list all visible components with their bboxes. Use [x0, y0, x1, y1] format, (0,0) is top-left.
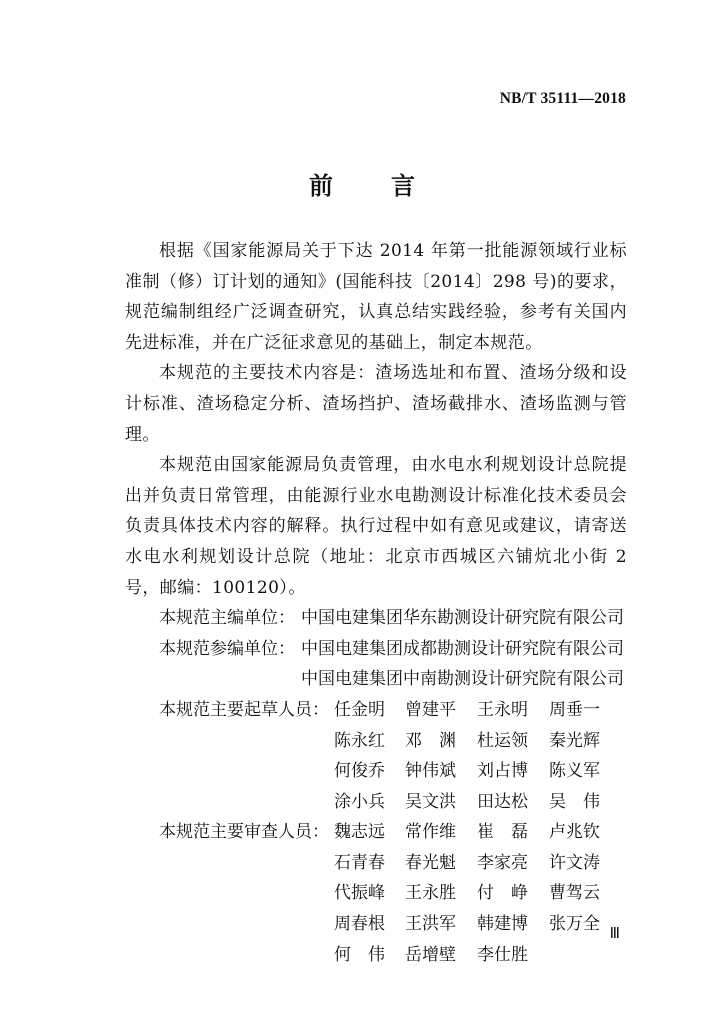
- page-title: [0, 166, 724, 201]
- reviewer-name: 李仕胜: [477, 944, 528, 965]
- drafter-name: 任金明: [334, 699, 385, 720]
- drafters-label: 本规范主要起草人员：: [159, 699, 329, 720]
- reviewer-name: 张万全: [549, 914, 600, 935]
- title-char-1: 前: [309, 171, 333, 200]
- drafter-name: 周垂一: [549, 699, 600, 720]
- reviewers-row: [125, 909, 627, 940]
- reviewer-name: 代振峰: [334, 883, 385, 904]
- reviewer-name: 崔 磊: [477, 822, 528, 843]
- reviewer-name: 春光魁: [405, 852, 456, 873]
- drafter-name: 曾建平: [405, 699, 456, 720]
- drafter-name: 田达松: [477, 791, 528, 812]
- reviewer-name: 王永胜: [405, 883, 456, 904]
- reviewers-row: [125, 817, 627, 848]
- participating-unit-value: 中国电建集团成都勘测设计研究院有限公司: [301, 638, 624, 659]
- reviewer-name: 卢兆钦: [549, 822, 600, 843]
- reviewer-name: 常作维: [405, 822, 456, 843]
- drafter-name: 杜运领: [477, 730, 528, 751]
- reviewer-name: 李家亮: [477, 852, 528, 873]
- reviewer-name: 韩建博: [477, 914, 528, 935]
- reviewer-name: 何 伟: [334, 944, 385, 965]
- reviewers-label: 本规范主要审查人员：: [159, 822, 329, 843]
- paragraph-management: 本规范由国家能源局负责管理，由水电水利规划设计总院提出并负责日常管理，由能源行业水电勘测设计标准化技术委员会负责具体技术内容的解释。执行过程中如有意见或建议，请寄送水电水利规划设计总院（地址：北京市西城区六铺炕北小街 2 号，邮编：100120）。: [125, 455, 627, 598]
- drafter-name: 钟伟斌: [405, 761, 456, 782]
- drafter-name: 秦光辉: [549, 730, 600, 751]
- drafters-row: [125, 787, 627, 818]
- reviewers-row: [125, 878, 627, 909]
- participating-unit-label: 本规范参编单位：: [159, 638, 295, 659]
- drafter-name: 何俊乔: [334, 761, 385, 782]
- chief-unit-row: [125, 603, 627, 634]
- drafter-name: 吴文洪: [405, 791, 456, 812]
- preface-body: [125, 236, 627, 970]
- paragraph-basis: 根据《国家能源局关于下达 2014 年第一批能源领域行业标准制（修）订计划的通知》(国能科技〔2014〕298 号)的要求，规范编制组经广泛调查研究，认真总结实践经验，参考有关国内先进标准，并在广泛征求意见的基础上，制定本规范。: [125, 241, 627, 353]
- drafter-name: 陈永红: [334, 730, 385, 751]
- drafter-name: 涂小兵: [334, 791, 385, 812]
- participating-unit-value: 中国电建集团中南勘测设计研究院有限公司: [301, 669, 624, 690]
- drafter-name: 王永明: [477, 699, 528, 720]
- standard-number: NB/T 35111—2018: [499, 90, 626, 107]
- drafter-name: 陈义军: [549, 761, 600, 782]
- reviewers-row: [125, 848, 627, 879]
- reviewer-name: 石青春: [334, 852, 385, 873]
- reviewers-row: [125, 940, 627, 971]
- reviewer-name: 魏志远: [334, 822, 385, 843]
- drafters-row: [125, 756, 627, 787]
- reviewer-name: 曹驾云: [549, 883, 600, 904]
- drafters-row: [125, 695, 627, 726]
- reviewer-name: 许文涛: [549, 852, 600, 873]
- page-number: Ⅲ: [609, 926, 620, 942]
- reviewer-name: 王洪军: [405, 914, 456, 935]
- reviewer-name: 付 峥: [477, 883, 528, 904]
- chief-unit-value: 中国电建集团华东勘测设计研究院有限公司: [301, 608, 624, 629]
- drafter-name: 吴 伟: [549, 791, 600, 812]
- participating-unit-row: [125, 634, 627, 665]
- drafters-row: [125, 726, 627, 757]
- reviewer-name: 岳增壁: [405, 944, 456, 965]
- paragraph-main-content: 本规范的主要技术内容是：渣场选址和布置、渣场分级和设计标准、渣场稳定分析、渣场挡护、渣场截排水、渣场监测与管理。: [125, 363, 627, 445]
- reviewer-name: 周春根: [334, 914, 385, 935]
- drafter-name: 邓 渊: [405, 730, 456, 751]
- chief-unit-label: 本规范主编单位：: [159, 608, 295, 629]
- title-char-2: 言: [391, 171, 415, 200]
- drafter-name: 刘占博: [477, 761, 528, 782]
- participating-unit-row: [125, 664, 627, 695]
